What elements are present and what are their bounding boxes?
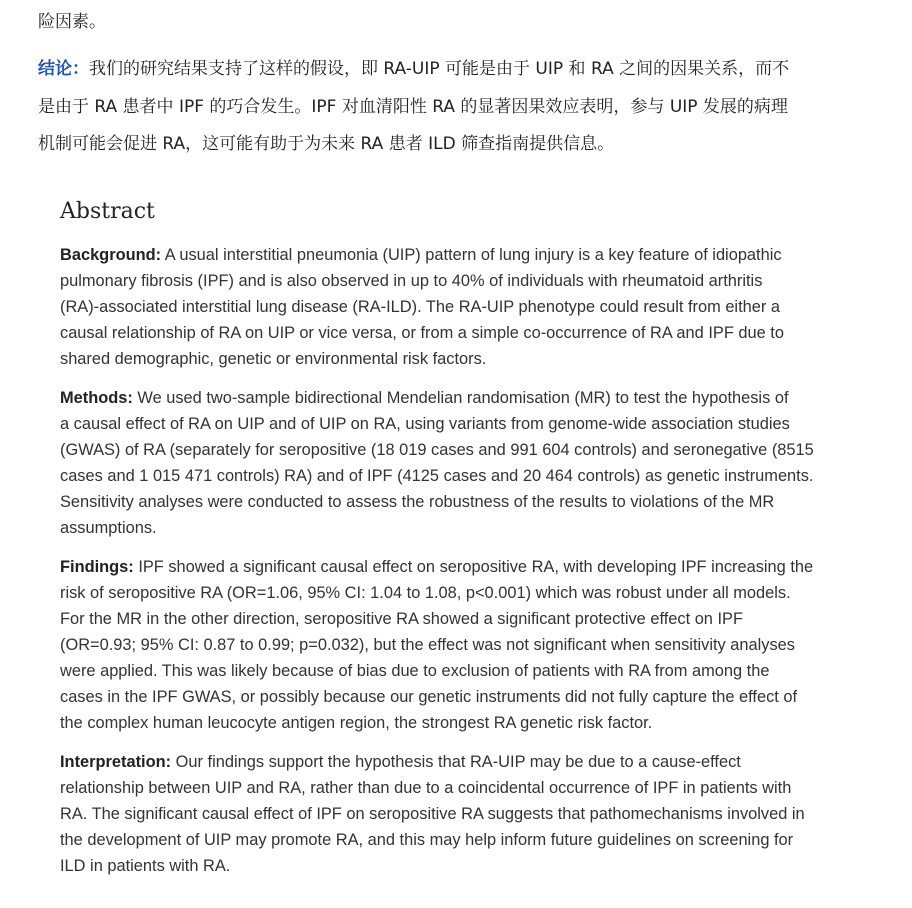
methods-text: We used two-sample bidirectional Mendelian randomisation (MR) to test the hypothesis of xyxy=(137,389,789,407)
zh-line-0-text: 险因素。 xyxy=(38,12,106,32)
interpretation-line: relationship between UIP and RA, rather than due to a coincidental occurrence of IPF in patients with xyxy=(60,779,792,797)
background-label: Background: xyxy=(60,246,162,264)
zh-line-1-text: 我们的研究结果支持了这样的假设，即 RA-UIP 可能是由于 UIP 和 RA 之间的因果关系，而不 xyxy=(89,59,790,79)
findings-line: cases in the IPF GWAS, or possibly because our genetic instruments did not fully capture the effect of xyxy=(60,688,798,706)
methods-line: Sensitivity analyses were conducted to assess the robustness of the results to violations of the MR xyxy=(60,493,775,511)
interpretation-label: Interpretation: xyxy=(60,753,172,771)
abstract-heading: Abstract xyxy=(60,199,155,224)
findings-line xyxy=(60,554,860,580)
interpretation-line: ILD in patients with RA. xyxy=(60,857,231,875)
conclusion-label: 结论： xyxy=(38,59,89,79)
methods-paragraph xyxy=(60,385,860,541)
interpretation-text: Our findings support the hypothesis that RA-UIP may be due to a cause-effect xyxy=(175,753,741,771)
methods-line: cases and 1 015 471 controls) RA) and of IPF (4125 cases and 20 464 controls) as genetic instruments. xyxy=(60,467,814,485)
findings-line: (OR=0.93; 95% CI: 0.87 to 0.99; p=0.032), but the effect was not significant when sensitivity analyses xyxy=(60,636,795,654)
findings-line: For the MR in the other direction, seropositive RA showed a significant protective effect on IPF xyxy=(60,610,743,628)
zh-line-0 xyxy=(38,2,878,43)
background-line xyxy=(60,242,860,268)
zh-line-2 xyxy=(38,87,878,128)
findings-line: were applied. This was likely because of bias due to exclusion of patients with RA from among the xyxy=(60,662,770,680)
methods-line: (GWAS) of RA (separately for seropositive (18 019 cases and 991 604 controls) and seronegative (8515 xyxy=(60,441,814,459)
background-line: shared demographic, genetic or environmental risk factors. xyxy=(60,350,487,368)
methods-line: a causal effect of RA on UIP and of UIP on RA, using variants from genome-wide association studies xyxy=(60,415,790,433)
interpretation-line: the development of UIP may promote RA, and this may help inform future guidelines on screening for xyxy=(60,831,794,849)
zh-line-1 xyxy=(38,49,878,90)
findings-text: IPF showed a significant causal effect on seropositive RA, with developing IPF increasing the xyxy=(138,558,814,576)
background-text: A usual interstitial pneumonia (UIP) pattern of lung injury is a key feature of idiopathic xyxy=(164,246,782,264)
methods-line xyxy=(60,385,860,411)
background-line: causal relationship of RA on UIP or vice versa, or from a simple co-occurrence of RA and IPF due to xyxy=(60,324,784,342)
zh-line-3-text: 机制可能会促进 RA，这可能有助于为未来 RA 患者 ILD 筛查指南提供信息。 xyxy=(38,134,615,154)
findings-line: risk of seropositive RA (OR=1.06, 95% CI: 1.04 to 1.08, p<0.001) which was robust under all models. xyxy=(60,584,791,602)
interpretation-paragraph xyxy=(60,749,860,879)
background-paragraph xyxy=(60,242,860,372)
interpretation-line: RA. The significant causal effect of IPF on seropositive RA suggests that pathomechanisms involved in xyxy=(60,805,805,823)
methods-label: Methods: xyxy=(60,389,133,407)
abstract-section xyxy=(60,192,860,232)
findings-label: Findings: xyxy=(60,558,134,576)
interpretation-line xyxy=(60,749,860,775)
methods-line: assumptions. xyxy=(60,519,157,537)
background-line: (RA)-associated interstitial lung disease (RA-ILD). The RA-UIP phenotype could result from either a xyxy=(60,298,780,316)
zh-line-2-text: 是由于 RA 患者中 IPF 的巧合发生。IPF 对血清阳性 RA 的显著因果效应表明，参与 UIP 发展的病理 xyxy=(38,97,788,117)
zh-line-3 xyxy=(38,124,878,165)
findings-line: the complex human leucocyte antigen region, the strongest RA genetic risk factor. xyxy=(60,714,653,732)
findings-paragraph xyxy=(60,554,860,736)
background-line: pulmonary fibrosis (IPF) and is also observed in up to 40% of individuals with rheumatoid arthritis xyxy=(60,272,763,290)
